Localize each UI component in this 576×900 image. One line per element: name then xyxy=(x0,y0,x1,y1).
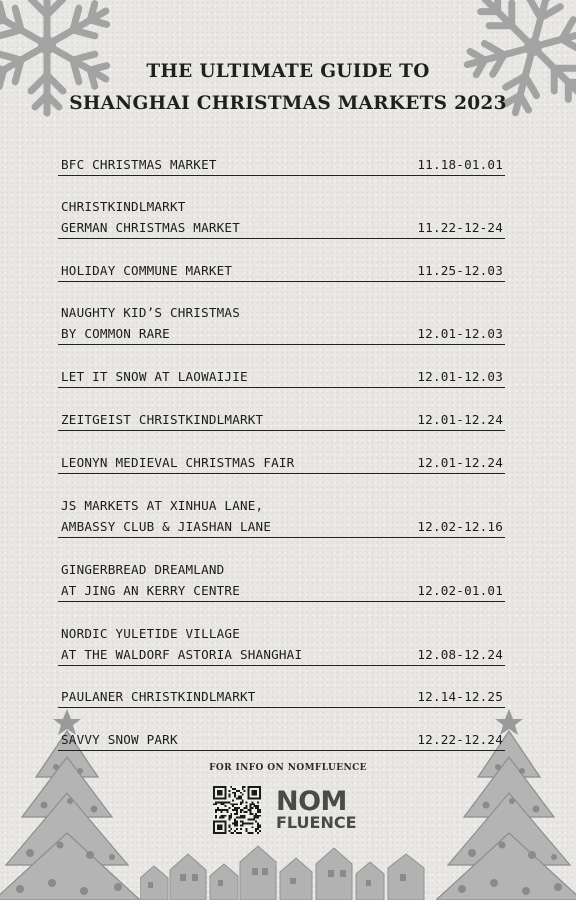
nomfluence-logo: NOM FLUENCE xyxy=(276,786,357,832)
market-item xyxy=(58,685,505,708)
market-date: 12.02-01.01 xyxy=(417,583,503,598)
market-name: PAULANER CHRISTKINDLMARKT xyxy=(61,689,256,704)
market-date: 11.25-12.03 xyxy=(417,263,503,278)
market-item xyxy=(58,408,505,431)
houses-silhouette xyxy=(140,842,436,900)
market-item xyxy=(58,259,505,282)
market-name: LET IT SNOW AT LAOWAIJIE xyxy=(61,369,248,384)
market-name: LEONYN MEDIEVAL CHRISTMAS FAIR xyxy=(61,455,295,470)
market-date: 11.22-12-24 xyxy=(417,220,503,235)
market-item xyxy=(58,622,505,666)
market-date: 11.18-01.01 xyxy=(417,157,503,172)
market-name: GINGERBREAD DREAMLAND AT JING AN KERRY CENTRE xyxy=(61,562,240,598)
market-name: CHRISTKINDLMARKT GERMAN CHRISTMAS MARKET xyxy=(61,199,240,235)
market-date: 12.01-12.24 xyxy=(417,455,503,470)
market-name: JS MARKETS AT XINHUA LANE, AMBASSY CLUB & JIASHAN LANE xyxy=(61,498,272,534)
market-item xyxy=(58,302,505,345)
market-name: NAUGHTY KID’S CHRISTMAS BY COMMON RARE xyxy=(61,305,240,341)
market-date: 12.01-12.03 xyxy=(417,326,503,341)
market-item xyxy=(58,494,505,538)
market-item xyxy=(58,196,505,239)
market-date: 12.02-12.16 xyxy=(417,519,503,534)
market-name: SAVVY SNOW PARK xyxy=(61,732,178,747)
market-name: NORDIC YULETIDE VILLAGE AT THE WALDORF ASTORIA SHANGHAI xyxy=(61,626,303,662)
qr-code-icon[interactable] xyxy=(213,786,261,834)
market-date: 12.14-12.25 xyxy=(417,689,503,704)
market-name: HOLIDAY COMMUNE MARKET xyxy=(61,263,233,278)
market-item xyxy=(58,558,505,602)
title-line-2: SHANGHAI CHRISTMAS MARKETS 2023 xyxy=(69,93,507,114)
market-name: BFC CHRISTMAS MARKET xyxy=(61,157,217,172)
market-name: ZEITGEIST CHRISTKINDLMARKT xyxy=(61,412,264,427)
market-date: 12.08-12.24 xyxy=(417,647,503,662)
market-date: 12.01-12.24 xyxy=(417,412,503,427)
market-date: 12.01-12.03 xyxy=(417,369,503,384)
market-item xyxy=(58,365,505,388)
title-line-1: THE ULTIMATE GUIDE TO xyxy=(146,61,430,82)
market-item xyxy=(58,451,505,474)
footer-info-text: FOR INFO ON NOMFLUENCE xyxy=(209,763,367,773)
market-item xyxy=(58,728,505,751)
market-item xyxy=(58,152,505,176)
market-date: 12.22-12.24 xyxy=(417,732,503,747)
